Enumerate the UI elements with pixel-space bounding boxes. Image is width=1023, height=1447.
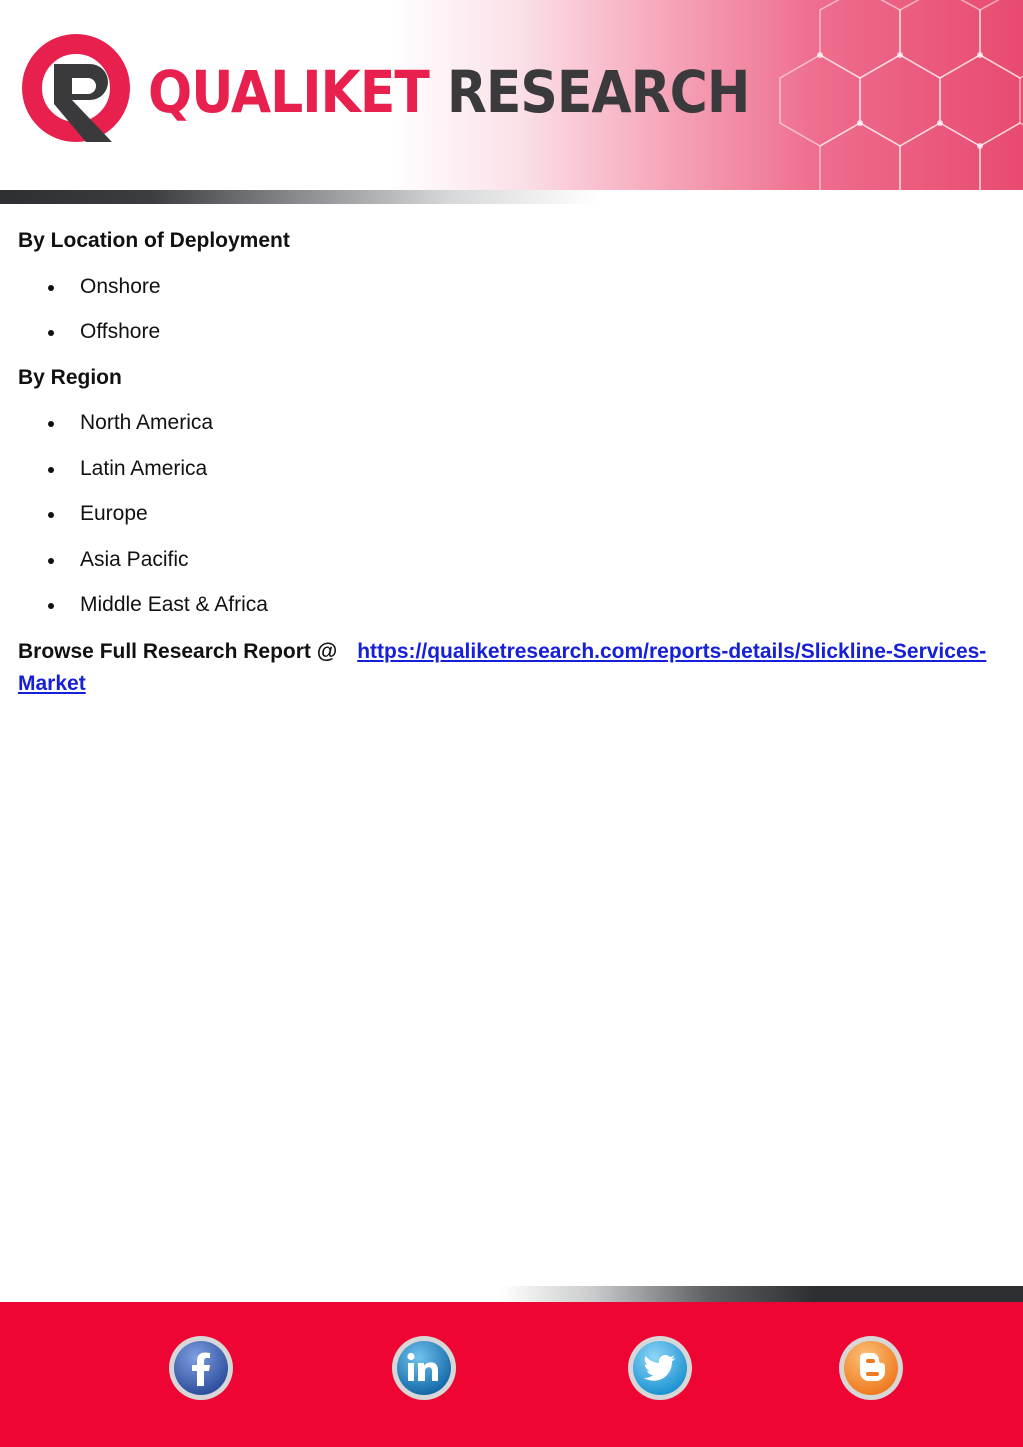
list-item: Europe — [18, 499, 1008, 529]
list-item: Onshore — [18, 272, 1008, 302]
page-header — [0, 0, 1023, 190]
linkedin-icon[interactable] — [391, 1334, 457, 1402]
region-list — [18, 408, 1008, 620]
footer-divider-stripe — [500, 1286, 1023, 1302]
browse-report-line — [18, 636, 1008, 700]
list-item: Offshore — [18, 317, 1008, 347]
location-list — [18, 272, 1008, 348]
list-item: North America — [18, 408, 1008, 438]
qualiket-logo-icon — [20, 30, 140, 154]
report-link-line1: https://qualiketresearch.com/reports-details/Slickline-Services- — [357, 639, 987, 663]
list-item: Middle East & Africa — [18, 590, 1008, 620]
blogger-icon[interactable] — [838, 1334, 904, 1402]
document-body — [18, 226, 1008, 700]
browse-report-label: Browse Full Research Report @ — [18, 639, 338, 663]
header-divider-stripe — [0, 190, 600, 204]
list-item: Asia Pacific — [18, 545, 1008, 575]
brand-name-part1: QUALIKET — [148, 59, 429, 127]
list-item: Latin America — [18, 454, 1008, 484]
section-heading-region: By Region — [18, 365, 122, 389]
report-link-line2: Market — [18, 671, 86, 695]
brand-wordmark — [148, 58, 749, 128]
facebook-icon[interactable] — [168, 1334, 234, 1402]
twitter-icon[interactable] — [627, 1334, 693, 1402]
brand-name-part2: RESEARCH — [446, 59, 750, 127]
section-heading-location: By Location of Deployment — [18, 229, 290, 252]
